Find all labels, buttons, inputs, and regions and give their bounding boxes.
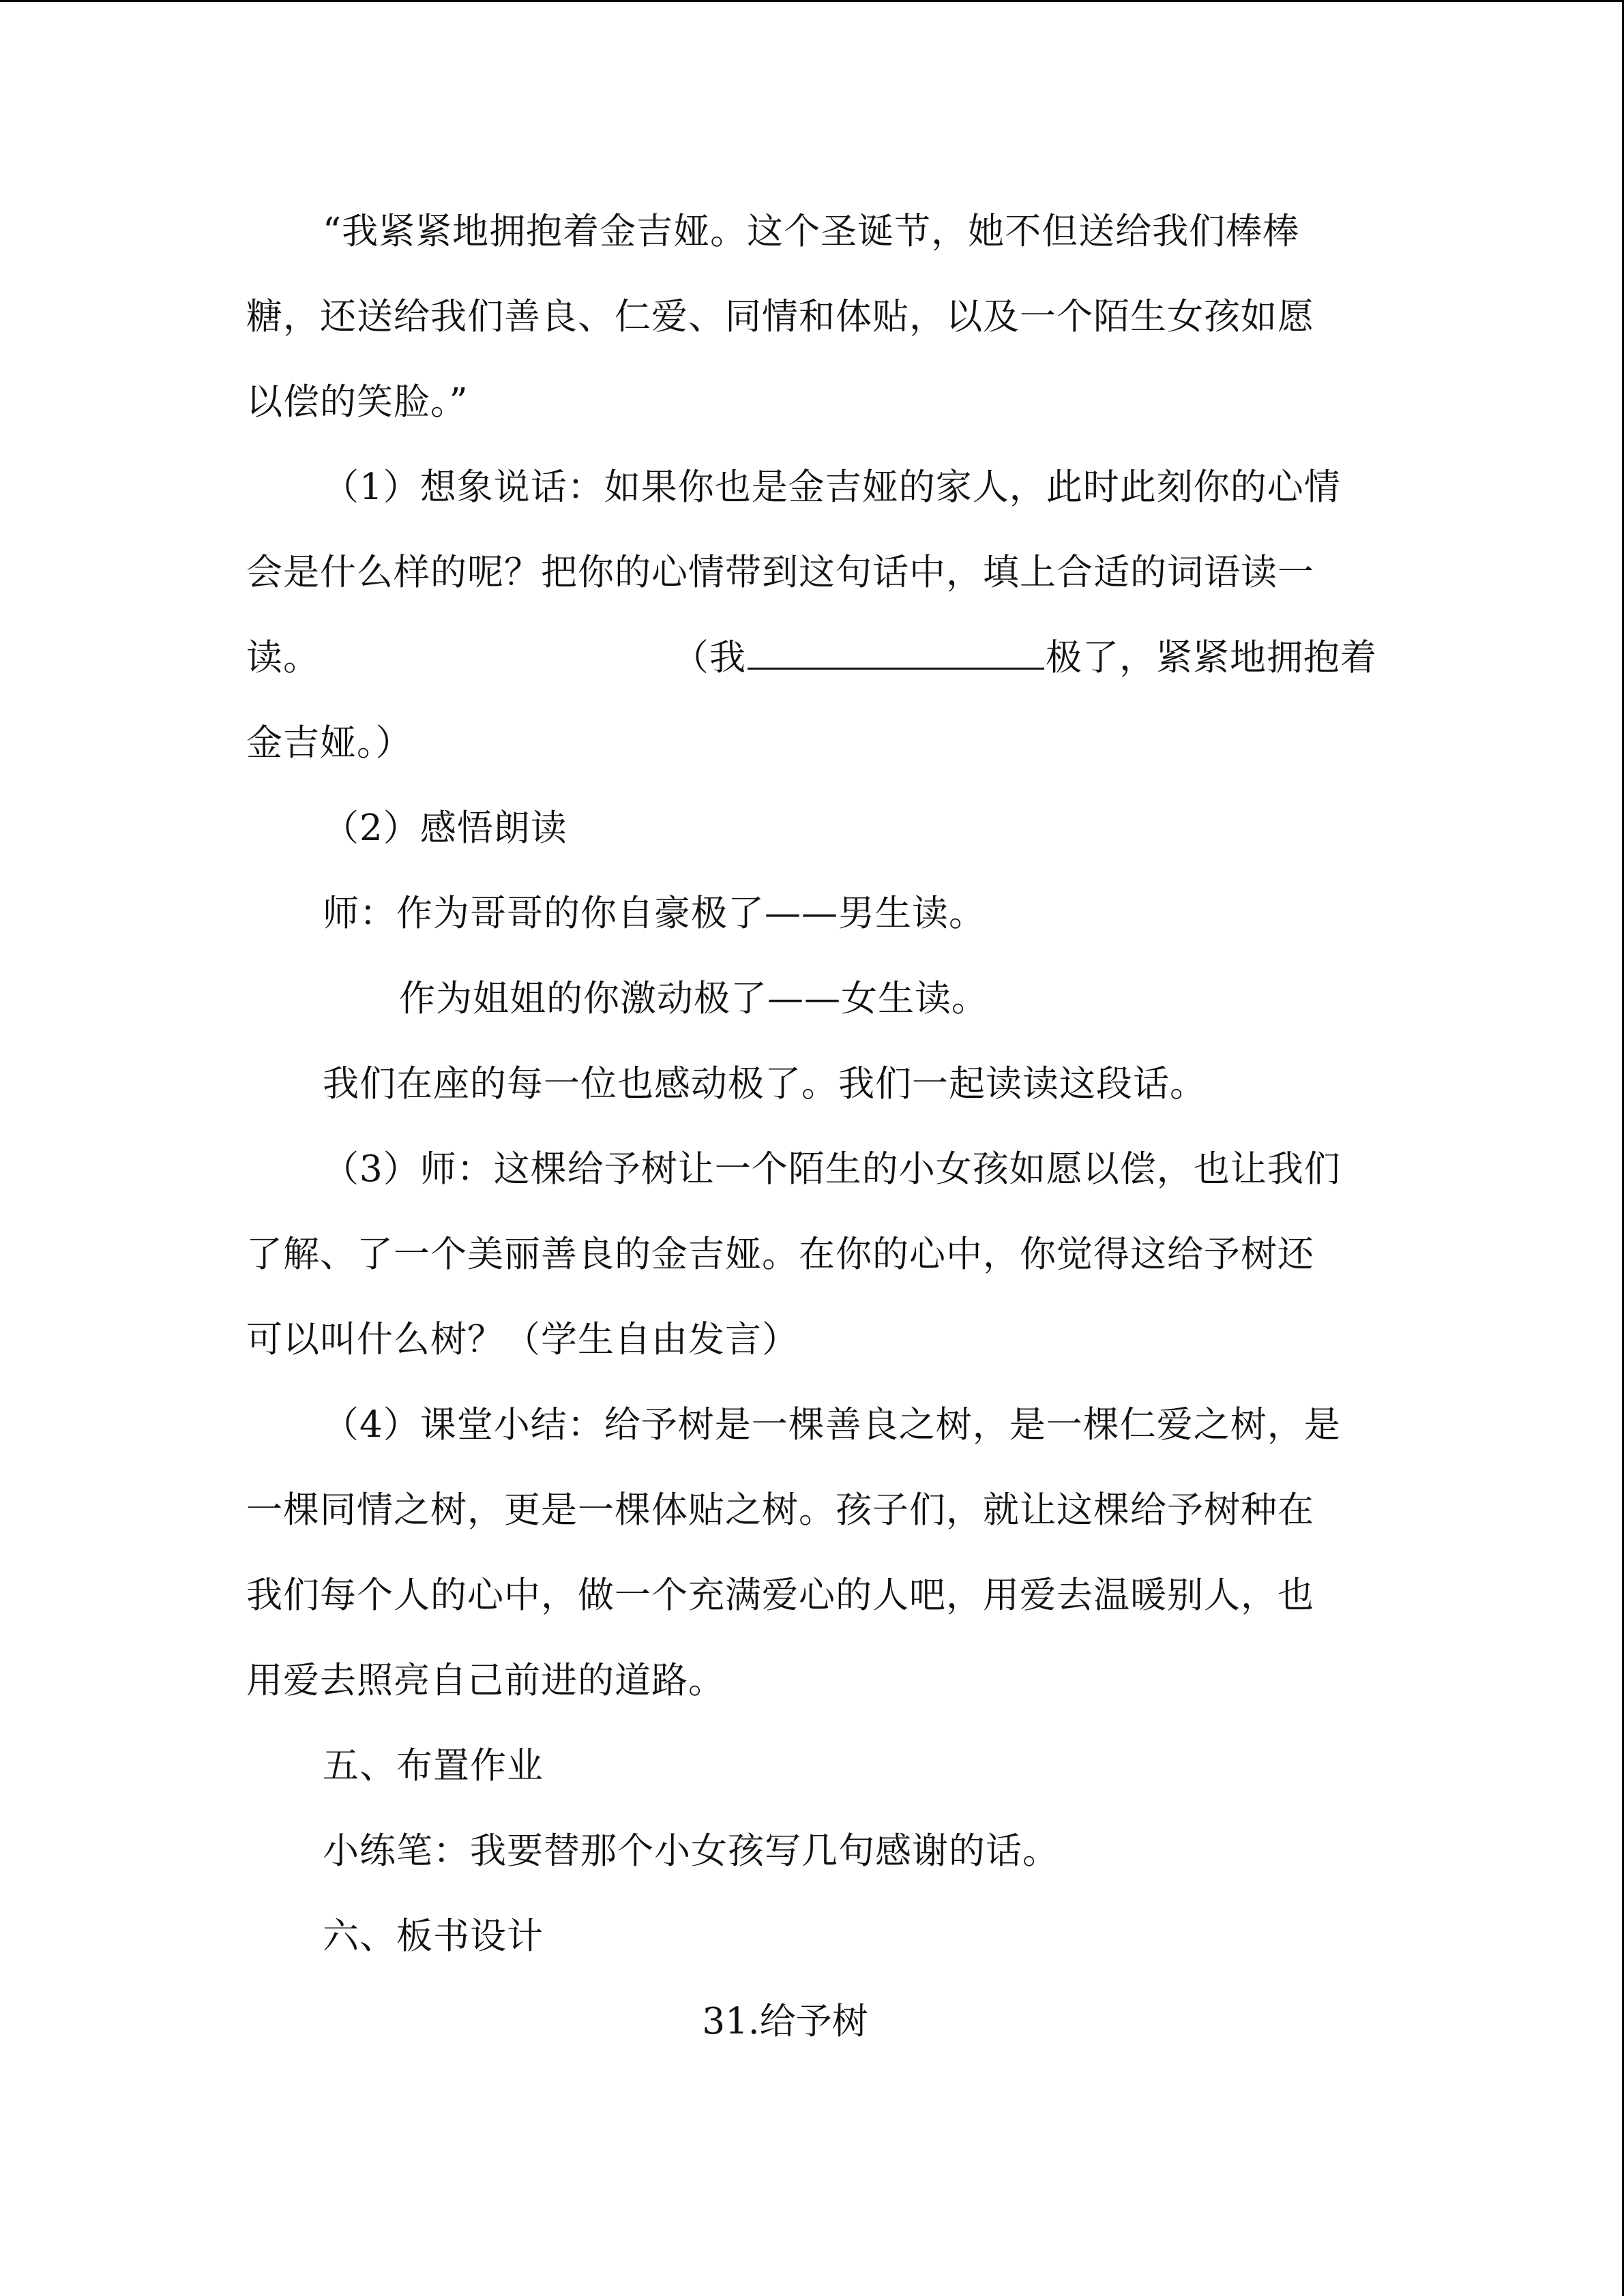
section5-body: 小练笔：我要替那个小女孩写几句感谢的话。 (323, 1830, 1059, 1872)
item1-fill-in-sentence (673, 624, 1377, 692)
item2-girls-line: 作为姐姐的你激动极了——女生读。 (399, 978, 988, 1019)
item3-line-3: 可以叫什么树？（学生自由发言） (246, 1319, 799, 1360)
board-title: 31.给予树 (702, 2001, 868, 2042)
quote-line-2: 糖，还送给我们善良、仁爱、同情和体贴，以及一个陌生女孩如愿 (246, 296, 1314, 338)
quote-line-3: 以偿的笑脸。” (246, 381, 469, 423)
item1-fill-suffix: 极了，紧紧地拥抱着 (1046, 637, 1377, 679)
item2-teacher-line: 师：作为哥哥的你自豪极了——男生读。 (323, 893, 986, 934)
item1-line-2: 会是什么样的呢？把你的心情带到这句话中，填上合适的词语读一 (246, 552, 1314, 593)
item2-heading: （2）感悟朗读 (323, 807, 567, 849)
quote-line-1: “我紧紧地拥抱着金吉娅。这个圣诞节，她不但送给我们棒棒 (323, 211, 1300, 252)
item1-line-3-left: 读。 (246, 637, 320, 679)
item4-line-3: 我们每个人的心中，做一个充满爱心的人吧，用爱去温暖别人，也 (246, 1575, 1314, 1616)
item1-line-4: 金吉娅。） (246, 722, 413, 764)
item4-line-1: （4）课堂小结：给予树是一棵善良之树，是一棵仁爱之树，是 (323, 1404, 1341, 1446)
fill-in-blank[interactable] (748, 628, 1044, 670)
item4-line-2: 一棵同情之树，更是一棵体贴之树。孩子们，就让这棵给予树种在 (246, 1489, 1314, 1531)
item2-all-line: 我们在座的每一位也感动极了。我们一起读读这段话。 (323, 1063, 1207, 1105)
item1-line-1: （1）想象说话：如果你也是金吉娅的家人，此时此刻你的心情 (323, 466, 1341, 508)
item3-line-1: （3）师：这棵给予树让一个陌生的小女孩如愿以偿，也让我们 (323, 1148, 1341, 1190)
item3-line-2: 了解、了一个美丽善良的金吉娅。在你的心中，你觉得这给予树还 (246, 1234, 1314, 1275)
item4-line-4: 用爱去照亮自己前进的道路。 (246, 1660, 725, 1701)
item1-fill-prefix: （我 (673, 637, 746, 679)
page-top-border (0, 0, 1624, 2)
section5-heading: 五、布置作业 (323, 1745, 544, 1787)
item1-line-3 (246, 624, 320, 692)
section6-heading: 六、板书设计 (323, 1915, 544, 1957)
